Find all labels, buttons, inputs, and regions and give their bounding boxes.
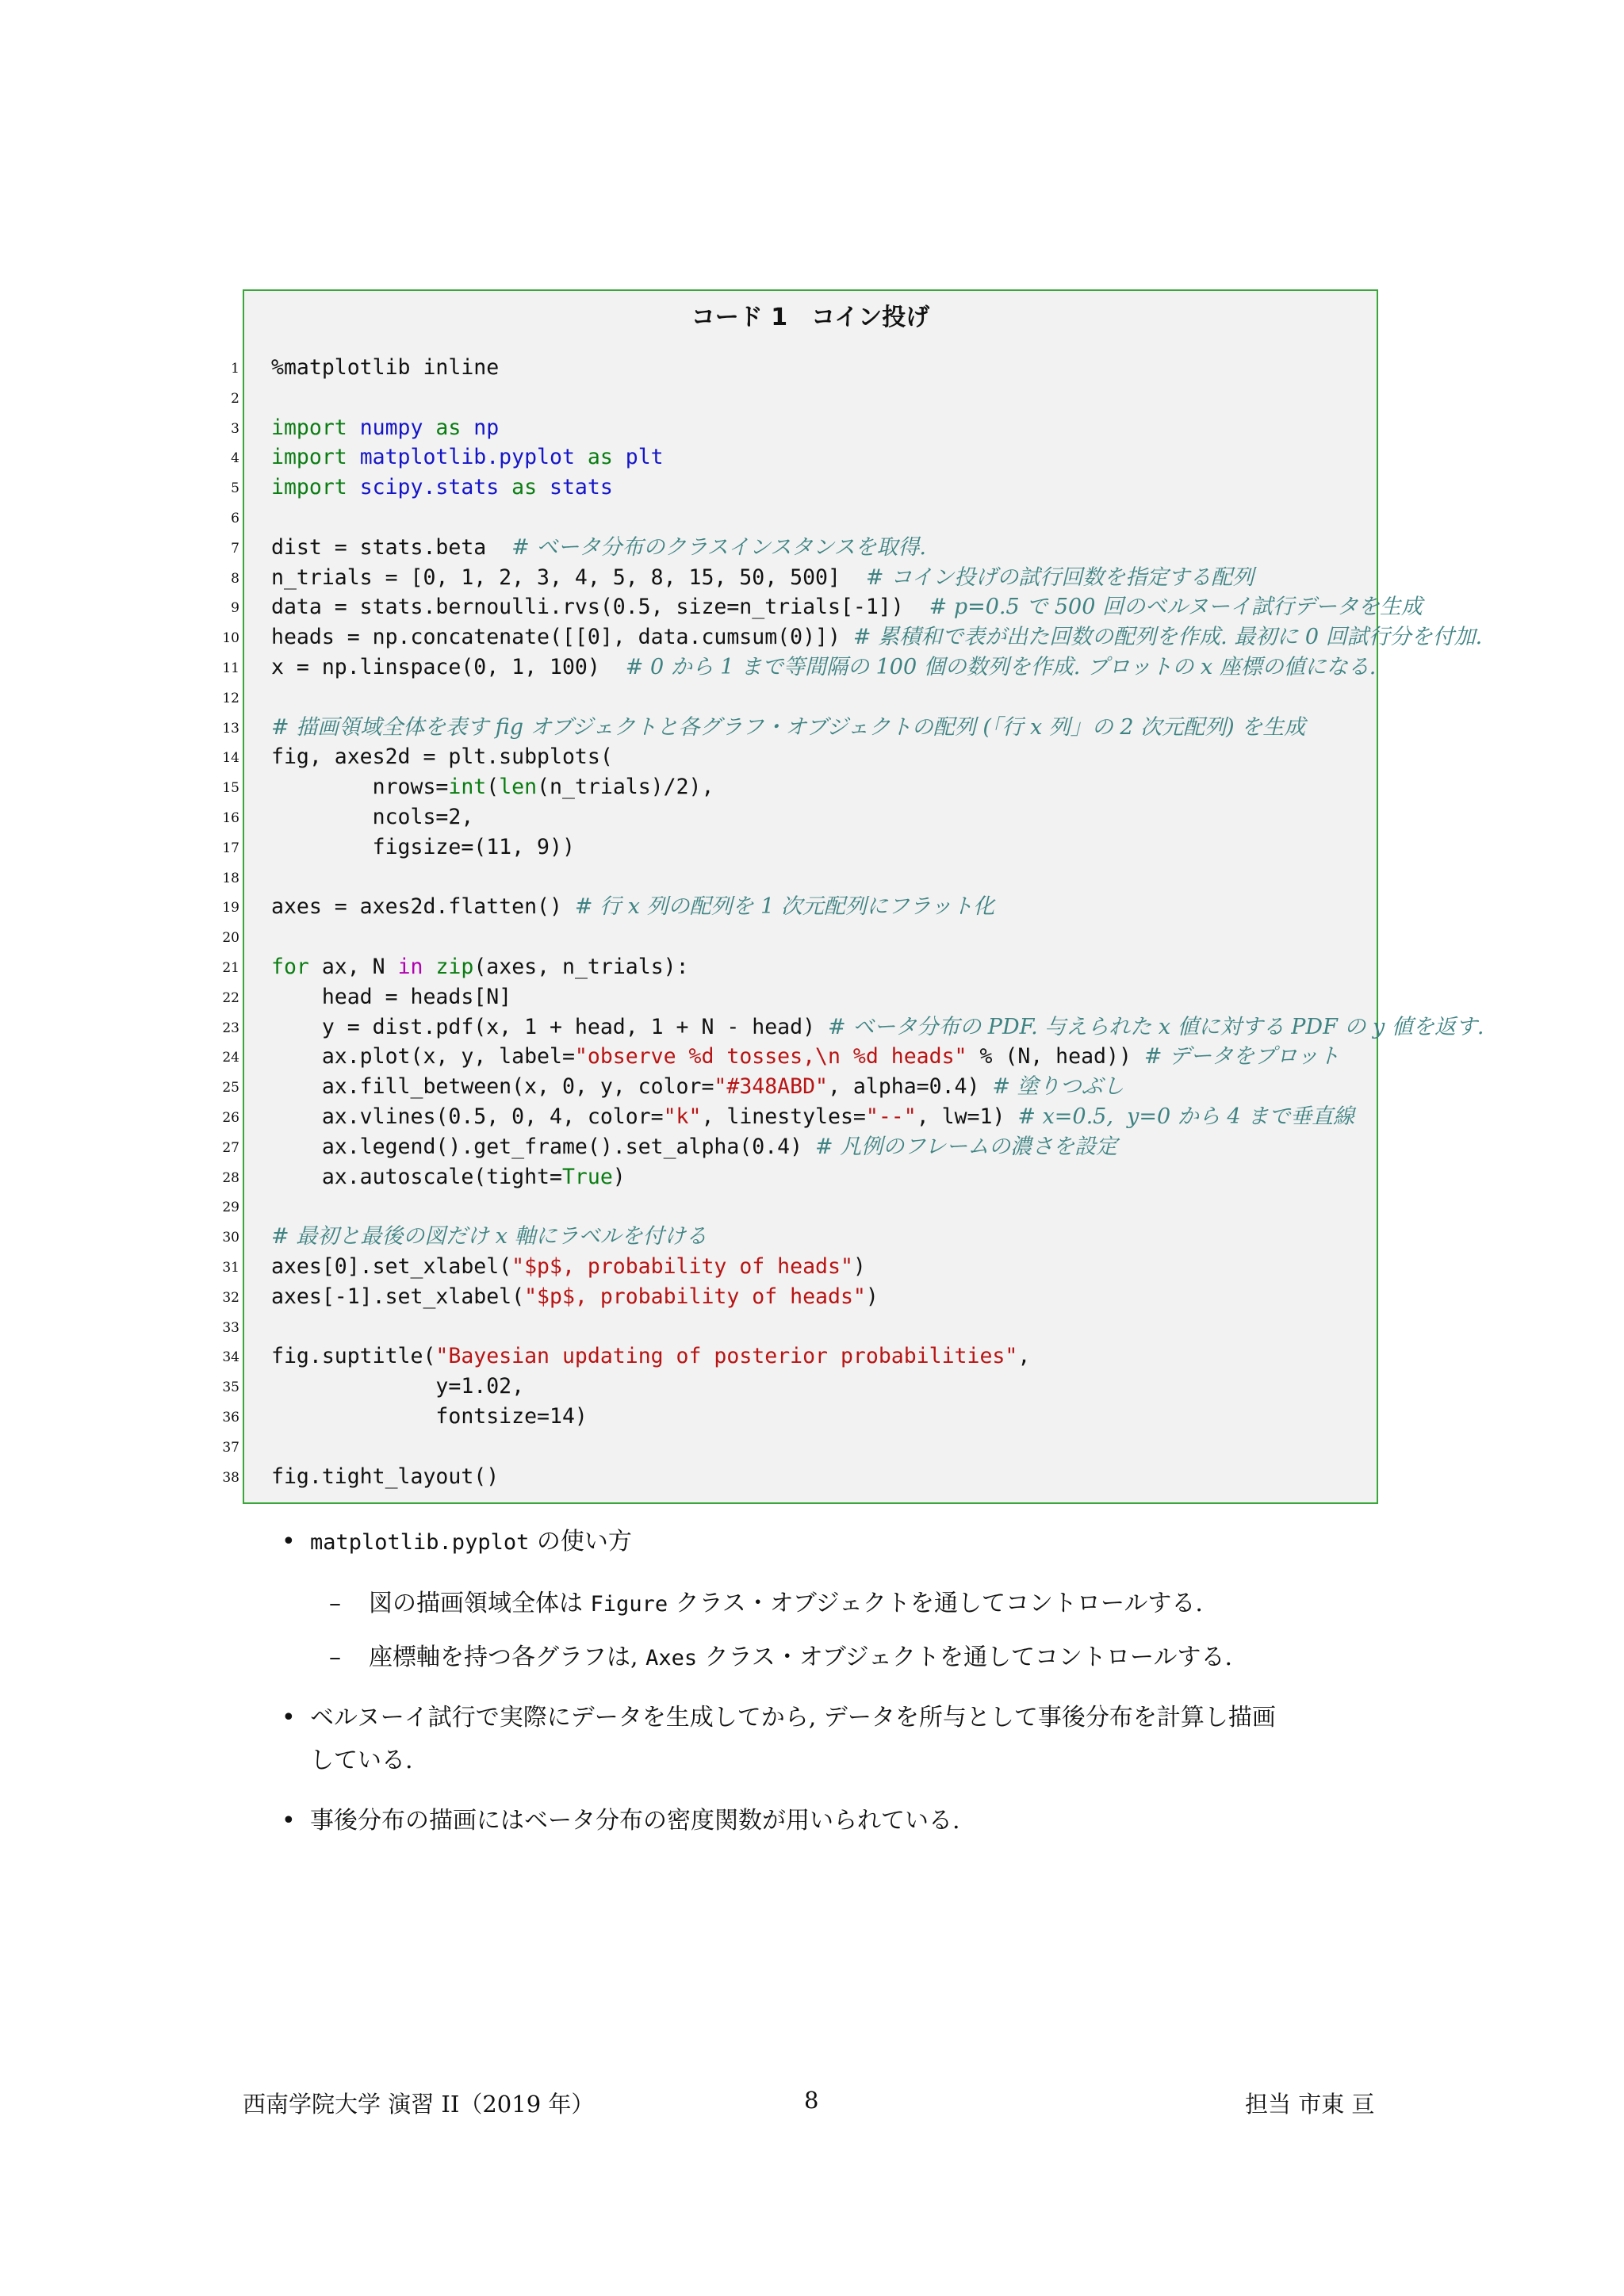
footer-page-number: 8	[804, 2087, 819, 2114]
code-text	[271, 1372, 524, 1401]
code-token: ,	[1017, 1344, 1031, 1368]
code-token: "--"	[865, 1104, 917, 1129]
line-number: 31	[222, 1260, 239, 1276]
code-text	[271, 353, 499, 382]
code-token: "k"	[663, 1104, 702, 1129]
footer-right: 担当 市東 亘	[1245, 2091, 1375, 2118]
code-token: ax.legend().get_frame().set_alpha(0.4)	[271, 1135, 816, 1159]
code-token	[423, 955, 435, 979]
line-number: 11	[222, 660, 239, 676]
code-token: # p=0.5 で 500 回のベルヌーイ試行データを生成	[929, 595, 1423, 619]
code-token: as	[423, 415, 474, 440]
line-number: 21	[222, 960, 239, 976]
line-number: 30	[222, 1230, 239, 1246]
code-text	[271, 1252, 866, 1281]
line-number: 18	[222, 871, 239, 886]
line-number: 16	[222, 810, 239, 826]
code-token: np	[473, 415, 500, 440]
code-text	[271, 1132, 1117, 1161]
line-number: 28	[222, 1170, 239, 1186]
code-text	[271, 592, 1423, 622]
line-number: 17	[222, 840, 239, 856]
code-token: zip	[435, 955, 474, 979]
code-token: # ベータ分布の PDF. 与えられた x 値に対する PDF の y 値を返す.	[828, 1015, 1484, 1039]
code-token: for	[271, 955, 309, 979]
code-token: import	[271, 415, 360, 440]
code-token: fig.suptitle(	[271, 1344, 436, 1368]
line-number: 34	[222, 1349, 239, 1365]
code-token: axes[-1].set_xlabel(	[271, 1284, 525, 1309]
dash-icon: –	[329, 1644, 341, 1671]
code-listing-title: コード 1 コイン投げ	[691, 304, 930, 331]
code-text	[271, 982, 511, 1012]
code-text	[271, 473, 613, 502]
code-token: plt	[625, 445, 664, 469]
code-token: )	[865, 1284, 879, 1309]
code-token: # ベータ分布のクラスインスタンスを取得.	[511, 535, 926, 560]
code-token: %matplotlib inline	[271, 355, 500, 380]
line-number: 2	[231, 391, 239, 407]
code-token: matplotlib.pyplot	[359, 445, 575, 469]
code-token: fontsize=14)	[271, 1404, 588, 1429]
bullet-dot-icon: •	[282, 1704, 296, 1732]
code-text	[271, 1162, 626, 1192]
code-token: # 0 から 1 まで等間隔の 100 個の数列を作成. プロットの x 座標の値になる.	[625, 655, 1377, 679]
code-token: fig, axes2d = plt.subplots(	[271, 744, 613, 769]
code-token: )	[852, 1254, 866, 1279]
code-token: "$p$, probability of heads"	[511, 1254, 853, 1279]
footer-left: 西南学院大学 演習 II（2019 年）	[243, 2091, 595, 2118]
code-text	[271, 802, 473, 832]
code-text	[271, 533, 926, 562]
code-token: # データをプロット	[1143, 1044, 1340, 1069]
code-token: ax, N	[308, 955, 398, 979]
code-token: nrows=	[271, 775, 449, 799]
code-token: figsize=(11, 9))	[271, 835, 575, 859]
line-number: 32	[222, 1290, 239, 1306]
code-text	[271, 1282, 879, 1311]
code-text	[271, 772, 714, 802]
bullet-dot-icon: •	[282, 1528, 296, 1556]
code-text	[271, 832, 575, 862]
line-number: 9	[231, 600, 239, 616]
code-token: ax.vlines(0.5, 0, 4, color=	[271, 1104, 664, 1129]
line-number: 27	[222, 1140, 239, 1156]
code-token: y = dist.pdf(x, 1 + head, 1 + N - head)	[271, 1015, 828, 1039]
line-number: 15	[222, 780, 239, 796]
code-text	[271, 442, 664, 472]
line-number: 13	[222, 721, 239, 737]
code-text	[271, 1012, 1484, 1042]
code-token: True	[561, 1165, 613, 1189]
line-number: 12	[222, 691, 239, 706]
code-text	[271, 1102, 1354, 1131]
code-token: x = np.linspace(0, 1, 100)	[271, 655, 626, 679]
dash-icon: –	[329, 1590, 341, 1617]
code-token: # 最初と最後の図だけ x 軸にラベルを付ける	[271, 1224, 707, 1249]
code-text	[271, 1341, 1030, 1371]
code-token: in	[397, 955, 423, 979]
code-token: "#348ABD"	[714, 1074, 828, 1099]
line-number: 1	[231, 361, 239, 377]
code-text	[271, 1222, 707, 1251]
code-text	[271, 713, 1305, 742]
line-number: 5	[231, 480, 239, 496]
code-token: as	[499, 475, 550, 499]
code-token: , lw=1)	[916, 1104, 1018, 1129]
code-token: # 累積和で表が出た回数の配列を作成. 最初に 0 回試行分を付加.	[852, 625, 1483, 649]
line-number: 38	[222, 1470, 239, 1486]
code-token: n_trials = [0, 1, 2, 3, 4, 5, 8, 15, 50, 500]	[271, 565, 866, 590]
line-number: 14	[222, 750, 239, 766]
line-number: 37	[222, 1440, 239, 1456]
line-number: 10	[222, 630, 239, 646]
bullet-dot-icon: •	[282, 1807, 296, 1835]
code-text	[271, 952, 689, 982]
code-token: fig.tight_layout()	[271, 1464, 500, 1489]
line-number: 26	[222, 1110, 239, 1126]
code-text	[271, 413, 499, 442]
code-token: "$p$, probability of heads"	[524, 1284, 866, 1309]
code-token: heads = np.concatenate([[0], data.cumsum(0)])	[271, 625, 853, 649]
line-number: 7	[231, 541, 239, 557]
line-number: 23	[222, 1020, 239, 1036]
code-token: # 塗りつぶし	[992, 1074, 1124, 1099]
code-token: # 凡例のフレームの濃さを設定	[815, 1135, 1118, 1159]
line-number: 3	[231, 421, 239, 437]
code-token: "Bayesian updating of posterior probabilities"	[435, 1344, 1018, 1368]
code-text	[271, 1042, 1340, 1071]
code-token: (n_trials)/2),	[537, 775, 714, 799]
code-token: % (N, head))	[967, 1044, 1144, 1069]
code-token: import	[271, 445, 360, 469]
code-token: )	[612, 1165, 626, 1189]
code-token: scipy.stats	[359, 475, 500, 499]
line-number: 29	[222, 1200, 239, 1215]
code-token: int	[448, 775, 487, 799]
code-token: head = heads[N]	[271, 985, 512, 1009]
line-number: 8	[231, 571, 239, 587]
code-text	[271, 563, 1254, 592]
code-token: # 描画領域全体を表す fig オブジェクトと各グラフ・オブジェクトの配列 (「行 x 列」の 2 次元配列) を生成	[271, 715, 1306, 740]
code-token: axes = axes2d.flatten()	[271, 894, 575, 919]
code-token: y=1.02,	[271, 1374, 525, 1399]
line-number: 6	[231, 511, 239, 526]
code-token: dist = stats.beta	[271, 535, 512, 560]
line-number: 19	[222, 900, 239, 916]
line-number: 4	[231, 450, 239, 466]
code-token: , alpha=0.4)	[828, 1074, 993, 1099]
code-text	[271, 652, 1376, 682]
code-token: # x=0.5, y=0 から 4 まで垂直線	[1017, 1104, 1355, 1129]
code-token: ncols=2,	[271, 805, 474, 829]
code-token: numpy	[359, 415, 423, 440]
line-number: 20	[222, 930, 239, 946]
code-text	[271, 1402, 588, 1431]
code-token: as	[574, 445, 626, 469]
code-token: import	[271, 475, 360, 499]
code-token: , linestyles=	[701, 1104, 866, 1129]
code-text	[271, 1072, 1124, 1101]
code-token: # 行 x 列の配列を 1 次元配列にフラット化	[574, 894, 995, 919]
line-number: 24	[222, 1050, 239, 1066]
code-text	[271, 1462, 499, 1491]
code-token: # コイン投げの試行回数を指定する配列	[865, 565, 1254, 590]
code-token: ax.autoscale(tight=	[271, 1165, 562, 1189]
code-text	[271, 622, 1482, 652]
line-number: 36	[222, 1410, 239, 1425]
code-token: (axes, n_trials):	[473, 955, 689, 979]
line-number: 22	[222, 990, 239, 1006]
line-number: 25	[222, 1080, 239, 1096]
code-text	[271, 892, 994, 921]
code-token: len	[499, 775, 538, 799]
code-token: (	[486, 775, 500, 799]
code-text	[271, 742, 613, 771]
code-token: data = stats.bernoulli.rvs(0.5, size=n_trials[-1])	[271, 595, 929, 619]
line-number: 33	[222, 1320, 239, 1336]
code-token: "observe %d tosses,\n %d heads"	[574, 1044, 967, 1069]
code-token: stats	[550, 475, 613, 499]
code-token: ax.fill_between(x, 0, y, color=	[271, 1074, 714, 1099]
line-number: 35	[222, 1380, 239, 1395]
code-token: ax.plot(x, y, label=	[271, 1044, 575, 1069]
code-token: axes[0].set_xlabel(	[271, 1254, 512, 1279]
